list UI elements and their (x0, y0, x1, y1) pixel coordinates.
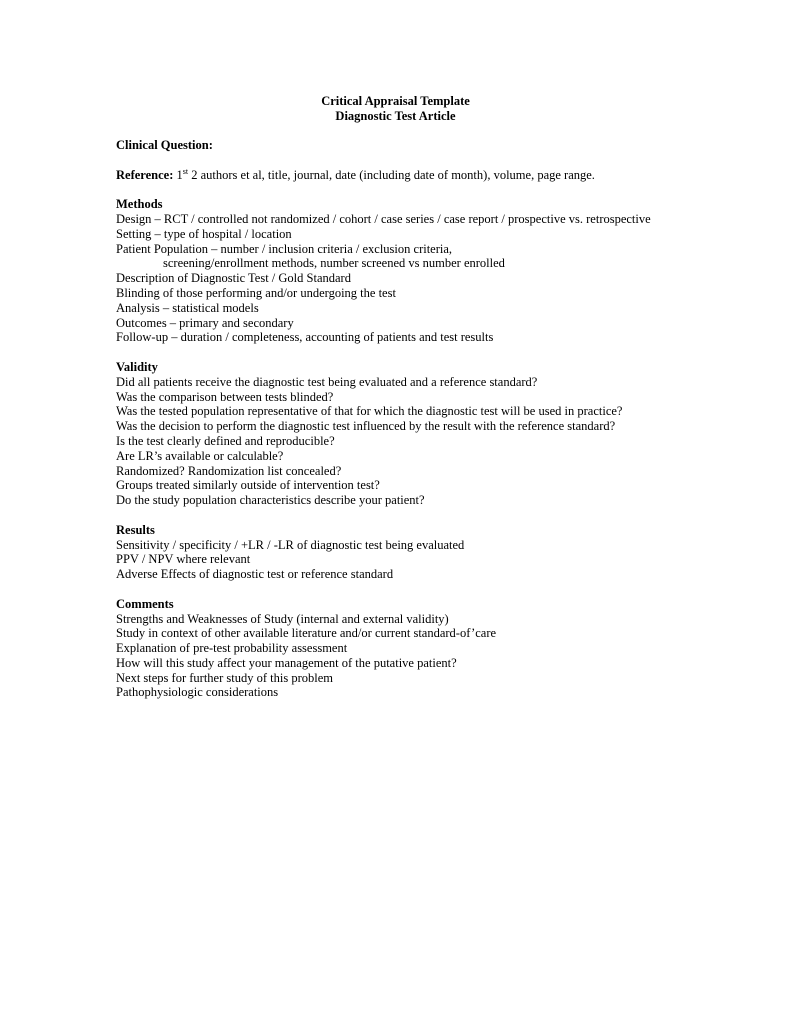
methods-item: Description of Diagnostic Test / Gold Standard (116, 271, 351, 286)
comments-item: Explanation of pre-test probability assessment (116, 641, 348, 656)
methods-heading: Methods (116, 197, 163, 212)
validity-item: Was the comparison between tests blinded? (116, 389, 334, 404)
results-heading: Results (116, 522, 155, 537)
validity-item: Are LR’s available or calculable? (116, 448, 284, 463)
comments-item: How will this study affect your management of the putative patient? (116, 655, 457, 670)
comments-item: Study in context of other available literature and/or current standard-of’care (116, 626, 497, 641)
results-item: PPV / NPV where relevant (116, 552, 251, 567)
comments-item: Next steps for further study of this problem (116, 670, 333, 685)
comments-item: Strengths and Weaknesses of Study (internal and external validity) (116, 611, 449, 626)
methods-item: Follow-up – duration / completeness, accounting of patients and test results (116, 330, 494, 345)
clinical-question-label: Clinical Question: (116, 138, 213, 152)
validity-item: Do the study population characteristics describe your patient? (116, 493, 425, 508)
reference-text: 2 authors et al, title, journal, date (including date of month), volume, page range. (188, 167, 595, 182)
title-line-2: Diagnostic Test Article (335, 108, 456, 123)
reference-line (116, 168, 756, 183)
validity-item: Is the test clearly defined and reproducible? (116, 433, 335, 448)
title-line-1: Critical Appraisal Template (321, 94, 470, 108)
validity-item: Was the decision to perform the diagnostic test influenced by the result with the reference standard? (116, 419, 616, 434)
methods-item: Setting – type of hospital / location (116, 226, 292, 241)
validity-item: Randomized? Randomization list concealed? (116, 463, 342, 478)
comments-heading: Comments (116, 596, 174, 611)
methods-item-continuation: screening/enrollment methods, number screened vs number enrolled (163, 256, 505, 271)
results-item: Sensitivity / specificity / +LR / -LR of diagnostic test being evaluated (116, 537, 465, 552)
results-item: Adverse Effects of diagnostic test or reference standard (116, 567, 394, 582)
validity-item: Was the tested population representative of that for which the diagnostic test will be used in practice? (116, 404, 623, 419)
methods-item: Blinding of those performing and/or undergoing the test (116, 285, 396, 300)
methods-item: Patient Population – number / inclusion criteria / exclusion criteria, (116, 241, 453, 256)
validity-heading: Validity (116, 359, 158, 374)
document-body (116, 138, 756, 700)
methods-item: Analysis – statistical models (116, 300, 259, 315)
comments-item: Pathophysiologic considerations (116, 685, 279, 700)
document-title (0, 94, 791, 124)
reference-label: Reference: (116, 167, 174, 182)
validity-item: Did all patients receive the diagnostic test being evaluated and a reference standard? (116, 374, 538, 389)
reference-prefix: 1 (176, 167, 183, 182)
methods-item: Outcomes – primary and secondary (116, 315, 294, 330)
validity-item: Groups treated similarly outside of intervention test? (116, 478, 380, 493)
reference-superscript: st (182, 166, 189, 176)
methods-item: Design – RCT / controlled not randomized / cohort / case series / case report / prospective vs. retrospective (116, 211, 651, 226)
